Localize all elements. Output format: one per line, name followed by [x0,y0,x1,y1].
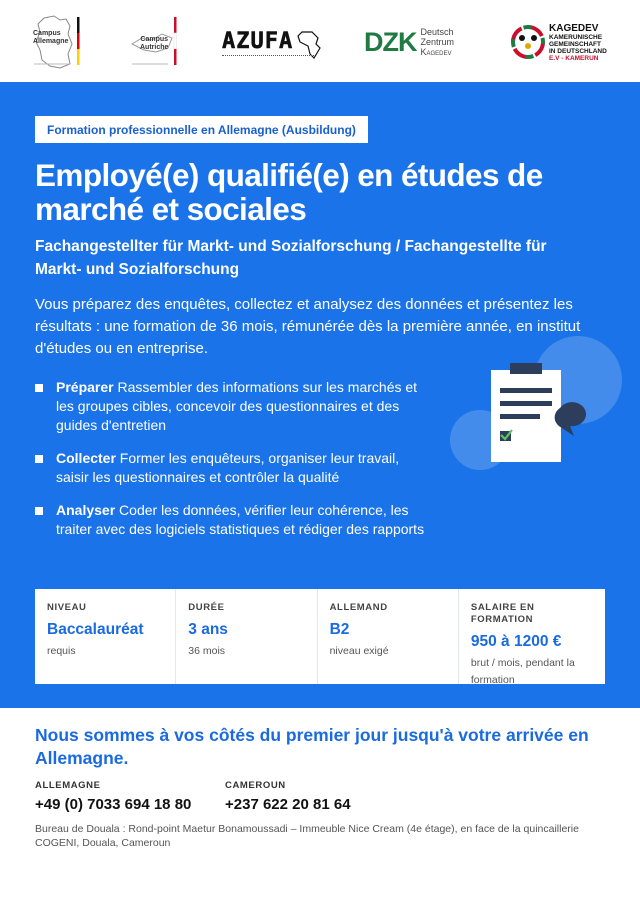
fact-niveau [35,589,176,684]
list-item [35,449,425,487]
contact-cameroun [225,780,351,815]
hero-section [0,82,640,708]
contact-label: CAMEROUN [225,780,286,791]
fact-label: SALAIRE EN FORMATION [470,602,535,625]
fact-note: requis [47,645,76,657]
page-title: Employé(e) qualifié(e) en études de marché et sociales [35,157,543,227]
dzk-line2: Zentrum [420,37,455,47]
task-text: Coder les données, vérifier leur cohérence, les traiter avec des logiciels statistiques et rédiger des rapports [56,502,425,537]
phone-number[interactable]: +49 (0) 7033 694 18 80 [35,796,192,813]
survey-clipboard-illustration [436,328,626,478]
fact-allemand [318,589,459,684]
program-tag: Formation professionnelle en Allemagne (Ausbildung) [35,116,368,143]
footer-headline: Nous sommes à vos côtés du premier jour jusqu'à votre arrivée en Allemagne. [35,725,589,768]
kagedev-line4: E.V - KAMERUN [549,54,599,62]
logo-bar [0,0,640,82]
phone-number[interactable]: +237 622 20 81 64 [225,796,351,813]
dzk-line1: Deutsch [420,27,454,37]
task-term: Analyser [56,502,116,518]
kagedev-line3: IN DEUTSCHLAND [549,47,607,55]
task-term: Collecter [56,450,116,466]
german-title: Fachangestellter für Markt- und Sozialforschung / Fachangestellte für Markt- und Sozialforschung [35,238,547,278]
intro-text: Vous préparez des enquêtes, collectez et analysez des données et présentez les résultats : une formation de 36 mois, rémunérée dès la première année, en institut d'études ou en entreprise. [35,296,581,357]
contact-label: ALLEMAGNE [35,780,101,791]
fact-label: ALLEMAND [329,602,388,613]
fact-value: B2 [329,621,350,638]
fact-label: NIVEAU [47,602,87,613]
fact-value: 950 à 1200 € [470,633,562,650]
bullet-square-icon [35,384,43,392]
contact-footer [0,708,640,905]
bullet-square-icon [35,455,43,463]
fact-duree [176,589,317,684]
task-term: Préparer [56,379,114,395]
kagedev-line2: GEMEINSCHAFT [549,40,601,48]
kagedev-line1: KAMERUNISCHE [549,33,603,41]
key-facts [35,589,605,684]
campus-autriche-line2: Autriche [140,44,169,51]
fact-note: 36 mois [188,645,226,657]
fact-label: DURÉE [188,602,225,613]
dzk-logo [364,14,469,70]
fact-value: 3 ans [188,621,228,638]
azufa-wordmark: AZUFA [222,29,294,54]
bullet-square-icon [35,507,43,515]
fact-value: Baccalauréat [47,621,144,638]
fact-salaire [459,589,605,684]
list-item [35,378,425,435]
kagedev-emblem-icon [510,24,546,60]
campus-allemagne-logo [30,14,85,70]
list-item [35,501,425,539]
contact-allemagne [35,780,191,815]
dzk-line3: Kagedev [420,47,452,57]
office-address: Bureau de Douala : Rond-point Maetur Bonamoussadi – Immeuble Nice Cream (4e étage), en face de la quincaillerie COGENI, Douala, Cameroun [35,823,579,849]
fact-note: niveau exigé [329,645,389,657]
task-text: Former les enquêteurs, organiser leur travail, saisir les questionnaires et contrôler la qualité [56,450,400,485]
kagedev-name: KAGEDEV [549,22,599,34]
campus-allemagne-line2: Allemagne [33,38,69,45]
kagedev-logo [510,14,610,70]
fact-note: brut / mois, pendant la formation [470,657,575,686]
campus-allemagne-line1: Campus [33,30,61,37]
task-list [35,378,425,553]
task-text: Rassembler des informations sur les marchés et les groupes cibles, concevoir des questionnaires et des guides d'entretien [56,379,418,433]
dzk-mark: DZK [364,27,417,57]
azufa-logo [222,14,322,70]
campus-autriche-logo [128,14,180,70]
campus-autriche-line1: Campus [140,36,169,43]
